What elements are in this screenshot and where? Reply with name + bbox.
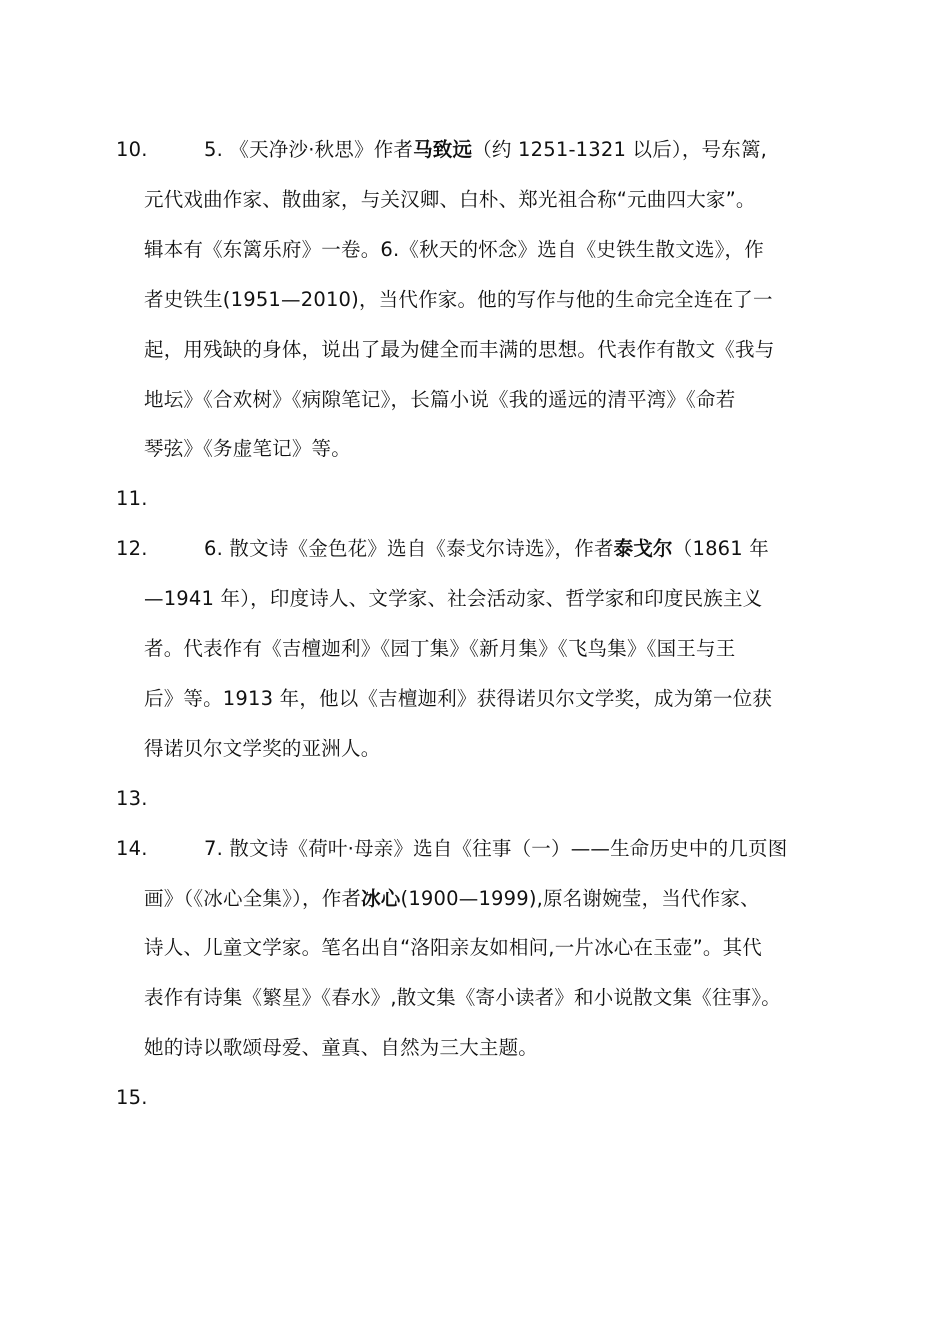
text-run: 起，用残缺的身体，说出了最为健全而丰满的思想。代表作有散文《我与 bbox=[144, 337, 775, 361]
text-run: (1900—1999),原名谢婉莹，当代作家、 bbox=[400, 886, 760, 910]
text-run: 画》（《冰心全集》），作者 bbox=[144, 886, 362, 910]
paragraph-line bbox=[144, 586, 762, 612]
author-name: 冰心 bbox=[361, 886, 401, 910]
paragraph-line bbox=[144, 287, 773, 313]
list-item-number: 14. bbox=[116, 836, 148, 860]
text-run: 后》等。1913 年，他以《吉檀迦利》获得诺贝尔文学奖，成为第一位获 bbox=[144, 686, 773, 710]
list-item-number: 11. bbox=[116, 487, 148, 511]
text-run: （约 1251-1321 以后），号东篱, bbox=[472, 138, 768, 161]
text-run: 诗人、儿童文学家。笔名出自“洛阳亲友如相问,一片冰心在玉壶”。其代 bbox=[144, 936, 763, 960]
text-run: 地坛》《合欢树》《病隙笔记》，长篇小说《我的遥远的清平湾》《命若 bbox=[144, 387, 736, 411]
list-item-number: 12. bbox=[116, 537, 148, 561]
text-run: （1861 年 bbox=[672, 537, 769, 561]
list-item-number: 10. bbox=[116, 138, 148, 161]
text-run: 5. 《天净沙·秋思》作者 bbox=[204, 138, 414, 161]
paragraph-line bbox=[144, 985, 781, 1011]
text-run: 表作有诗集《繁星》《春水》,散文集《寄小读者》和小说散文集《往事》。 bbox=[144, 986, 781, 1010]
text-run: 者。代表作有《吉檀迦利》《园丁集》《新月集》《飞鸟集》《国王与王 bbox=[144, 637, 736, 660]
author-name: 泰戈尔 bbox=[613, 537, 673, 561]
list-item-number: 15. bbox=[116, 1086, 148, 1110]
paragraph-line bbox=[144, 935, 762, 961]
paragraph-line bbox=[144, 736, 380, 762]
text-run: 6. 散文诗《金色花》选自《泰戈尔诗选》，作者 bbox=[204, 537, 614, 561]
author-name: 马致远 bbox=[413, 138, 473, 161]
paragraph-line bbox=[144, 337, 774, 363]
paragraph-line bbox=[144, 387, 735, 413]
text-run: 元代戏曲作家、散曲家，与关汉卿、白朴、郑光祖合称“元曲四大家”。 bbox=[144, 187, 756, 211]
paragraph-line bbox=[144, 187, 756, 213]
text-run: 琴弦》《务虚笔记》等。 bbox=[144, 437, 351, 461]
paragraph-line bbox=[144, 1035, 538, 1061]
list-item-number: 13. bbox=[116, 786, 148, 810]
text-run: 者史铁生(1951—2010)，当代作家。他的写作与他的生命完全连在了一 bbox=[144, 287, 773, 311]
paragraph-line bbox=[204, 137, 767, 163]
paragraph-line bbox=[144, 886, 760, 912]
paragraph-line bbox=[204, 536, 769, 562]
paragraph-line bbox=[144, 436, 351, 462]
text-run: 得诺贝尔文学奖的亚洲人。 bbox=[144, 736, 381, 760]
paragraph-line bbox=[144, 237, 764, 263]
paragraph-line bbox=[144, 686, 772, 712]
text-run: —1941 年），印度诗人、文学家、社会活动家、哲学家和印度民族主义 bbox=[144, 587, 763, 611]
text-run: 她的诗以歌颂母爱、童真、自然为三大主题。 bbox=[144, 1036, 539, 1060]
text-run: 辑本有《东篱乐府》一卷。6.《秋天的怀念》选自《史铁生散文选》，作 bbox=[144, 237, 764, 261]
text-run: 7. 散文诗《荷叶·母亲》选自《往事（一）——生命历史中的几页图 bbox=[204, 836, 788, 860]
paragraph-line bbox=[204, 836, 787, 862]
paragraph-line bbox=[144, 636, 735, 662]
